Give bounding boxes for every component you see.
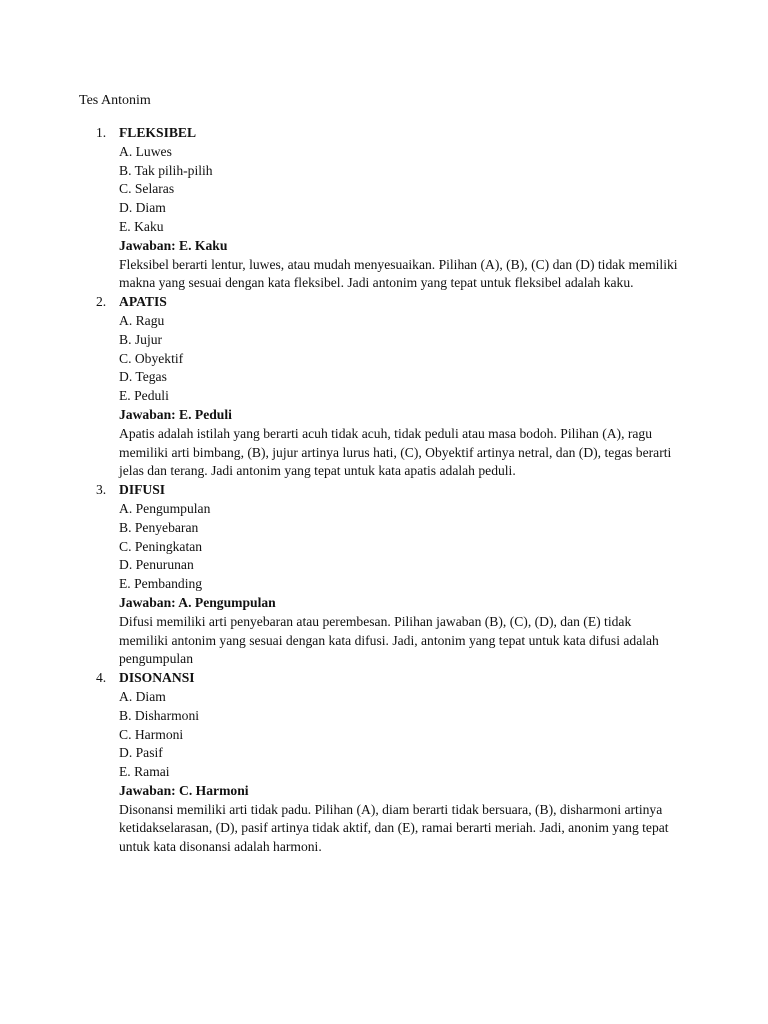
option-e: E. Peduli [119,388,169,404]
option-e: E. Pembanding [119,576,203,592]
explanation-text: Fleksibel berarti lentur, luwes, atau mudah menyesuaikan. Pilihan (A), (B), (C) dan (D) tidak memiliki makna yang sesuai dengan kata fleksibel. Jadi antonim yang tepat untuk fleksibel adalah kaku. [119,256,678,291]
option-c: C. Selaras [119,181,175,197]
question-number: 4. [96,670,107,686]
option-d: D. Penurunan [119,557,194,573]
option-a: A. Luwes [119,143,172,159]
option-b: B. Disharmoni [119,707,200,723]
option-d: D. Pasif [119,745,163,761]
explanation-text: Disonansi memiliki arti tidak padu. Pilihan (A), diam berarti tidak bersuara, (B), disharmoni artinya ketidakselarasan, (D), pasif artinya tidak aktif, dan (E), ramai berarti meriah. Jadi, anonim yang tepat untuk kata disonansi adalah harmoni. [119,801,669,855]
question-item [79,669,699,857]
answer-line: Jawaban: A. Pengumpulan [119,594,276,610]
question-item [79,124,699,293]
option-a: A. Pengumpulan [119,500,211,516]
question-item [79,481,699,669]
question-word: FLEKSIBEL [119,125,197,140]
question-item [79,293,699,481]
answer-line: Jawaban: E. Peduli [119,406,232,422]
option-e: E. Ramai [119,764,170,780]
option-b: B. Jujur [119,331,163,347]
question-word: APATIS [119,294,167,310]
option-b: B. Penyebaran [119,519,199,535]
explanation-text: Difusi memiliki arti penyebaran atau perembesan. Pilihan jawaban (B), (C), (D), dan (E) tidak memiliki antonim yang sesuai dengan kata difusi. Jadi, antonim yang tepat untuk kata difusi adalah pengumpulan [119,613,659,667]
question-word: DISONANSI [119,670,195,686]
answer-line: Jawaban: C. Harmoni [119,782,249,798]
option-d: D. Diam [119,200,166,216]
option-c: C. Harmoni [119,726,184,742]
question-list [79,124,699,857]
option-a: A. Ragu [119,312,165,328]
explanation-text: Apatis adalah istilah yang berarti acuh tidak acuh, tidak peduli atau masa bodoh. Pilihan (A), ragu memiliki arti bimbang, (B), jujur artinya lurus hati, (C), Obyektif artinya netral, dan (D), tegas berarti jelas dan terang. Jadi antonim yang tepat untuk kata apatis adalah peduli. [119,425,672,479]
option-c: C. Obyektif [119,350,184,366]
option-b: B. Tak pilih-pilih [119,162,213,178]
option-d: D. Tegas [119,369,167,385]
document-title: Tes Antonim [79,93,151,108]
question-number: 3. [96,482,107,498]
question-word: DIFUSI [119,482,166,498]
option-c: C. Peningkatan [119,538,203,554]
option-e: E. Kaku [119,218,164,234]
option-a: A. Diam [119,688,166,704]
question-number: 1. [96,125,107,140]
answer-line: Jawaban: E. Kaku [119,237,228,253]
question-number: 2. [96,294,107,310]
